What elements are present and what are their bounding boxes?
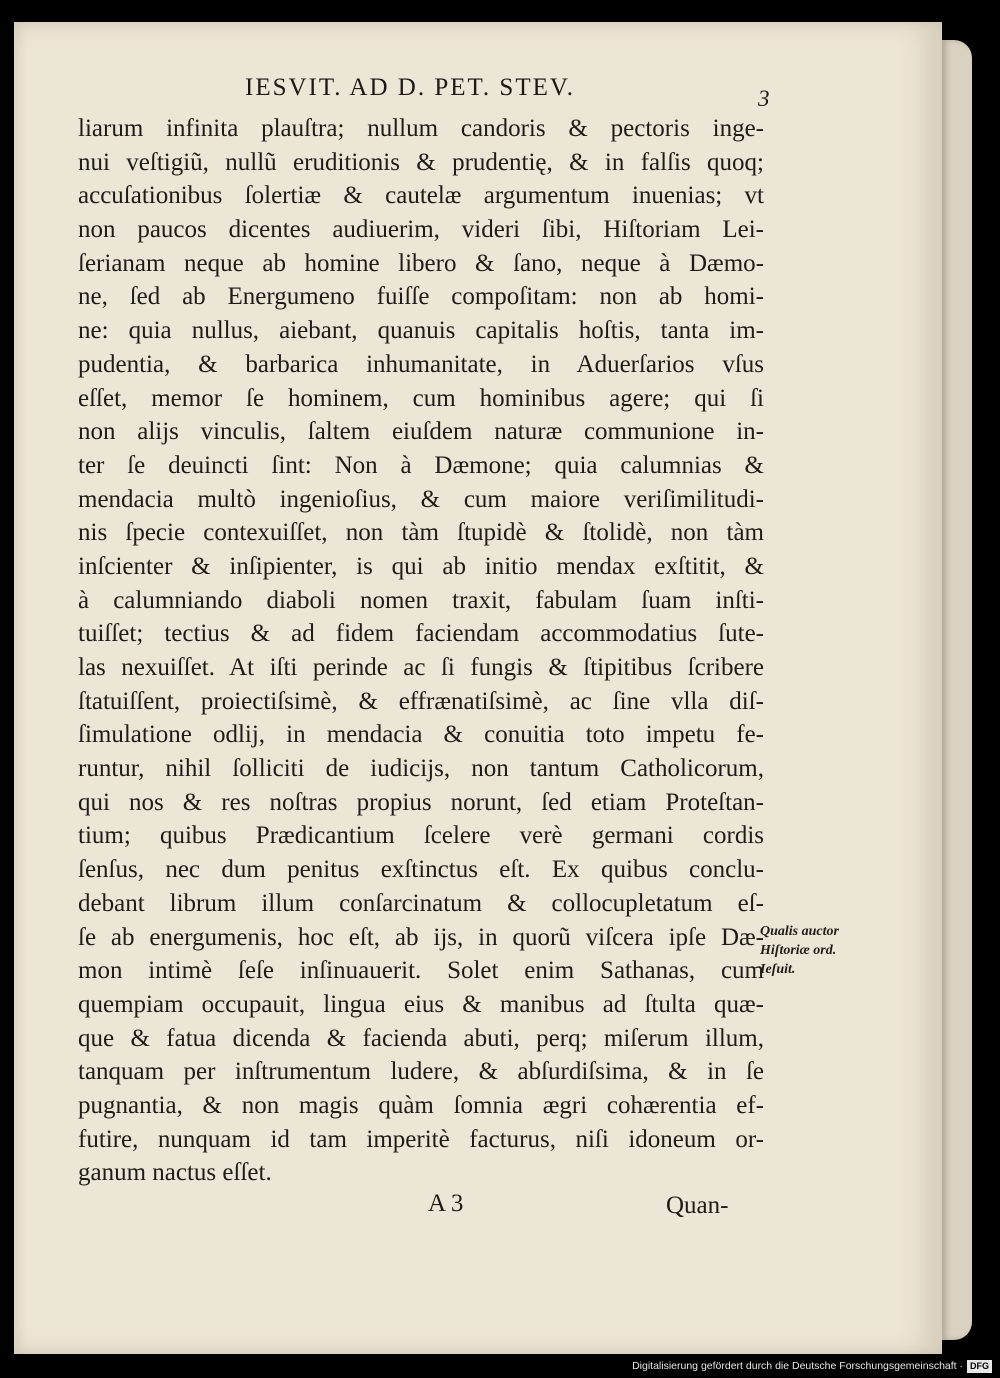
text-line: ter ſe deuincti ſint: Non à Dæmone; quia calumnias & bbox=[78, 451, 764, 479]
text-line: tuiſſet; tectius & ad fidem faciendam accommodatius ſute- bbox=[78, 620, 764, 648]
footer-credit: Digitalisierung gefördert durch die Deutsche Forschungsgemeinschaft · bbox=[632, 1360, 963, 1372]
text-line: eſſet, memor ſe hominem, cum hominibus agere; qui ſi bbox=[78, 384, 764, 412]
signature-mark: A 3 bbox=[428, 1190, 464, 1217]
margin-note bbox=[760, 922, 880, 979]
text-line: non paucos dicentes audiuerim, videri ſibi, Hiſtoriam Lei- bbox=[78, 216, 764, 244]
text-line: ſtatuiſſent, proiectiſsimè, & effrænatiſsimè, ac ſine vlla diſ- bbox=[78, 687, 764, 715]
text-line: debant librum illum conſarcinatum & collocupletatum eſ- bbox=[78, 889, 764, 917]
running-head: IESVIT. AD D. PET. STEV. bbox=[245, 74, 575, 101]
text-line: tium; quibus Prædicantium ſcelere verè germani cordis bbox=[78, 822, 764, 850]
margin-note-line: Qualis auctor bbox=[760, 924, 839, 939]
text-line: futire, nunquam id tam imperitè facturus, niſi idoneum or- bbox=[78, 1125, 764, 1153]
text-line: runtur, nihil ſolliciti de iudicijs, non tantum Catholicorum, bbox=[78, 755, 764, 783]
catchword: Quan- bbox=[666, 1192, 729, 1219]
text-line: accuſationibus ſolertiæ & cautelæ argumentum inuenias; vt bbox=[78, 182, 764, 210]
margin-note-line: Ieſuit. bbox=[760, 962, 796, 977]
text-line: nui veſtigiũ, nullũ eruditionis & prudentię, & in falſis quoq; bbox=[78, 148, 764, 176]
text-line: ganum nactus eſſet. bbox=[78, 1159, 272, 1187]
text-line: las nexuiſſet. At iſti perinde ac ſi fungis & ſtipitibus ſcribere bbox=[78, 654, 764, 681]
text-line: qui nos & res noſtras propius norunt, ſed etiam Proteſtan- bbox=[78, 788, 764, 816]
text-line: ſenſus, nec dum penitus exſtinctus eſt. Ex quibus conclu- bbox=[78, 856, 764, 884]
digitization-footer bbox=[632, 1358, 992, 1374]
text-line: liarum infinita plauſtra; nullum candoris & pectoris inge- bbox=[78, 115, 764, 142]
text-line: ſimulatione odlij, in mendacia & conuitia toto impetu fe- bbox=[78, 721, 764, 749]
text-line: ſerianam neque ab homine libero & ſano, neque à Dæmo- bbox=[78, 249, 764, 277]
text-line: non alijs vinculis, ſaltem eiuſdem naturæ communione in- bbox=[78, 418, 764, 446]
text-line: mon intimè ſeſe inſinuauerit. Solet enim Sathanas, cum bbox=[78, 957, 764, 985]
text-line: ne: quia nullus, aiebant, quanuis capitalis hoſtis, tanta im- bbox=[78, 317, 764, 345]
text-line: tanquam per inſtrumentum ludere, & abſurdiſsima, & in ſe bbox=[78, 1058, 764, 1086]
page-edge bbox=[942, 40, 972, 1340]
dfg-logo-icon: DFG bbox=[967, 1360, 992, 1373]
margin-note-line: Hiſtoriæ ord. bbox=[760, 943, 837, 958]
text-line: que & fatua dicenda & facienda abuti, perq; miſerum illum, bbox=[78, 1024, 764, 1052]
body-text bbox=[78, 112, 764, 1190]
text-line: pudentia, & barbarica inhumanitate, in Aduerſarios vſus bbox=[78, 350, 764, 378]
text-line: nis ſpecie contexuiſſet, non tàm ſtupidè & ſtolidè, non tàm bbox=[78, 519, 764, 547]
text-line: pugnantia, & non magis quàm ſomnia ægri cohærentia ef- bbox=[78, 1091, 764, 1119]
text-line: inſcienter & inſipienter, is qui ab initio mendax exſtitit, & bbox=[78, 552, 764, 580]
text-line: quempiam occupauit, lingua eius & manibus ad ſtulta quæ- bbox=[78, 990, 764, 1018]
text-line: ne, ſed ab Energumeno fuiſſe compoſitam: non ab homi- bbox=[78, 283, 764, 311]
text-line: mendacia multò ingenioſius, & cum maiore veriſimilitudi- bbox=[78, 485, 764, 513]
text-line: à calumniando diaboli nomen traxit, fabulam ſuam inſti- bbox=[78, 586, 764, 614]
page-number: 3 bbox=[758, 86, 770, 111]
text-line: ſe ab energumenis, hoc eſt, ab ijs, in quorũ viſcera ipſe Dæ- bbox=[78, 923, 764, 951]
